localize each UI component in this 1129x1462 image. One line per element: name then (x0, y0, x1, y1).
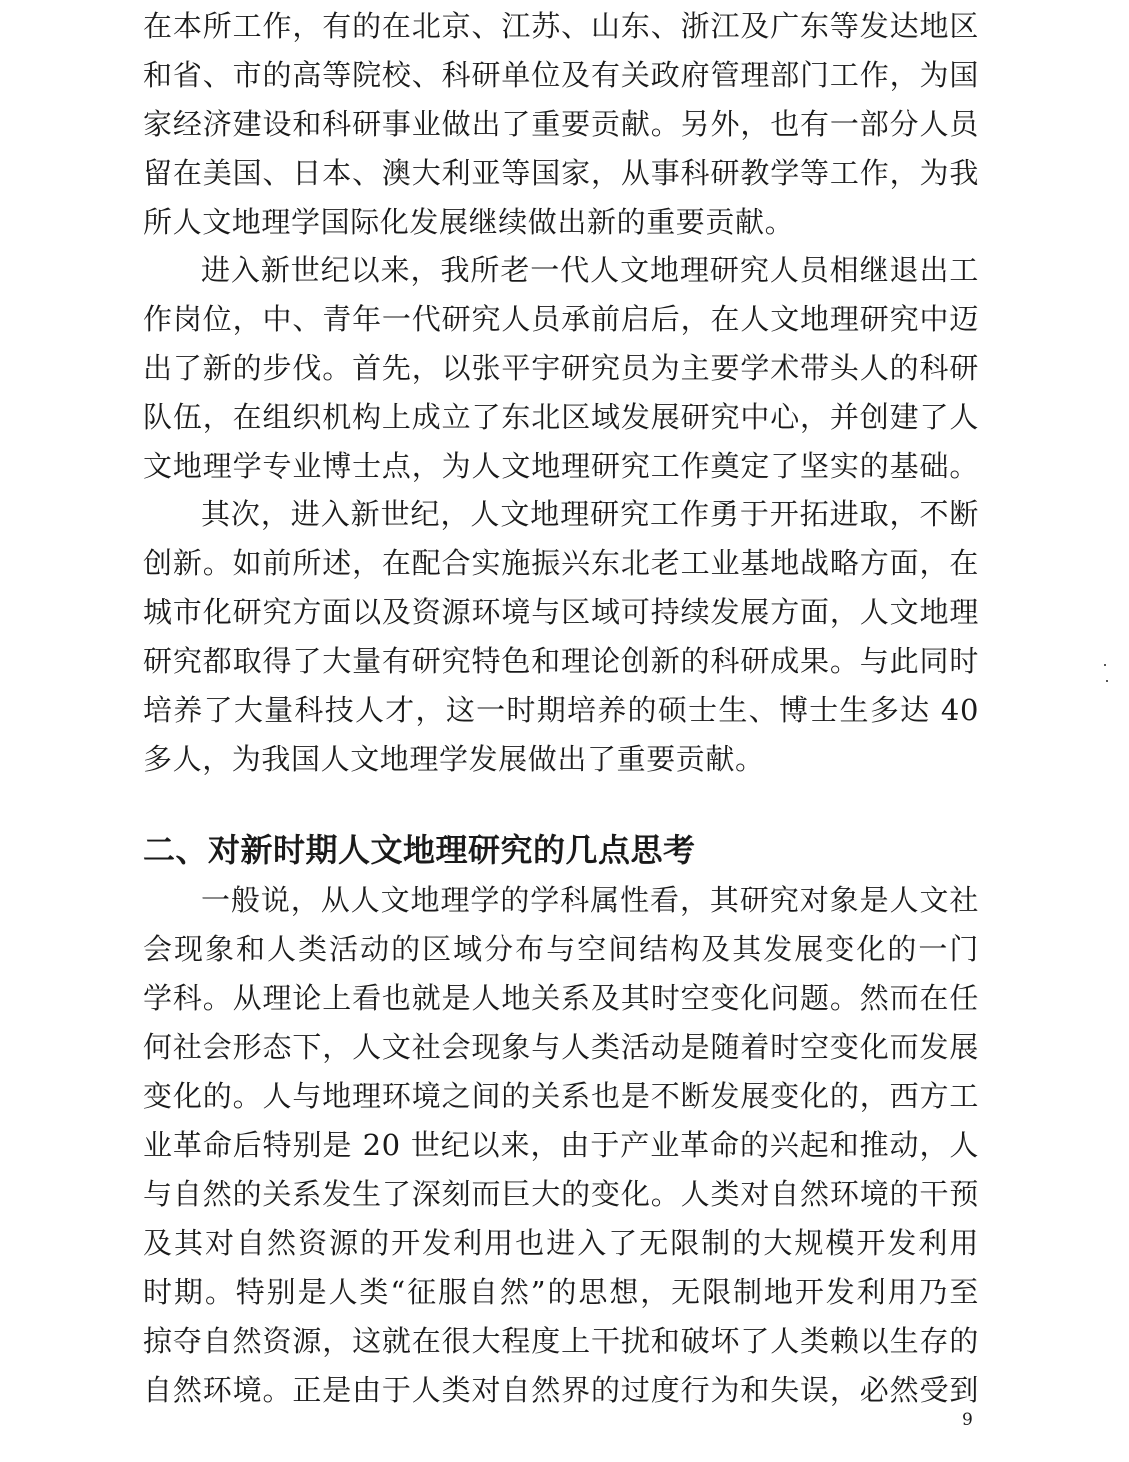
paragraph-line: 家经济建设和科研事业做出了重要贡献。另外，也有一部分人员 (143, 107, 979, 141)
paragraph-line: 时期。特别是人类“征服自然”的思想，无限制地开发利用乃至 (143, 1275, 979, 1309)
paragraph-line: 培养了大量科技人才，这一时期培养的硕士生、博士生多达 40 (143, 693, 979, 727)
paragraph-line: 其次，进入新世纪，人文地理研究工作勇于开拓进取，不断 (201, 497, 979, 531)
paragraph-line: 作岗位，中、青年一代研究人员承前启后，在人文地理研究中迈 (143, 302, 979, 336)
paragraph-line: 业革命后特别是 20 世纪以来，由于产业革命的兴起和推动，人 (143, 1128, 979, 1162)
paragraph-line: 出了新的步伐。首先，以张平宇研究员为主要学术带头人的科研 (143, 351, 979, 385)
paragraph-line: 自然环境。正是由于人类对自然界的过度行为和失误，必然受到 (143, 1373, 979, 1407)
paragraph-line: 及其对自然资源的开发利用也进入了无限制的大规模开发利用 (143, 1226, 979, 1260)
paragraph-line: 在本所工作，有的在北京、江苏、山东、浙江及广东等发达地区 (143, 9, 979, 43)
paragraph-line: 何社会形态下，人文社会现象与人类活动是随着时空变化而发展 (143, 1030, 979, 1064)
paragraph-line: 会现象和人类活动的区域分布与空间结构及其发展变化的一门 (143, 932, 979, 966)
paragraph-line: 进入新世纪以来，我所老一代人文地理研究人员相继退出工 (201, 253, 979, 287)
paragraph-line: 与自然的关系发生了深刻而巨大的变化。人类对自然环境的干预 (143, 1177, 979, 1211)
paragraph-line: 一般说，从人文地理学的学科属性看，其研究对象是人文社 (201, 883, 979, 917)
section-heading: 二、对新时期人文地理研究的几点思考 (143, 831, 696, 869)
paragraph-line: 掠夺自然资源，这就在很大程度上干扰和破坏了人类赖以生存的 (143, 1324, 979, 1358)
paragraph-line: 城市化研究方面以及资源环境与区域可持续发展方面，人文地理 (143, 595, 979, 629)
scan-speck (1104, 664, 1106, 666)
paragraph-line: 所人文地理学国际化发展继续做出新的重要贡献。 (143, 205, 795, 239)
paragraph-line: 队伍，在组织机构上成立了东北区域发展研究中心，并创建了人 (143, 400, 979, 434)
page-number: 9 (962, 1410, 973, 1430)
paragraph-line: 变化的。人与地理环境之间的关系也是不断发展变化的，西方工 (143, 1079, 979, 1113)
paragraph-line: 留在美国、日本、澳大利亚等国家，从事科研教学等工作，为我 (143, 156, 979, 190)
paragraph-line: 和省、市的高等院校、科研单位及有关政府管理部门工作，为国 (143, 58, 979, 92)
paragraph-line: 文地理学专业博士点，为人文地理研究工作奠定了坚实的基础。 (143, 449, 979, 483)
paragraph-line: 学科。从理论上看也就是人地关系及其时空变化问题。然而在任 (143, 981, 979, 1015)
paragraph-line: 研究都取得了大量有研究特色和理论创新的科研成果。与此同时 (143, 644, 979, 678)
paragraph-line: 创新。如前所述，在配合实施振兴东北老工业基地战略方面，在 (143, 546, 979, 580)
scan-speck (1106, 680, 1108, 682)
paragraph-line: 多人，为我国人文地理学发展做出了重要贡献。 (143, 742, 765, 776)
